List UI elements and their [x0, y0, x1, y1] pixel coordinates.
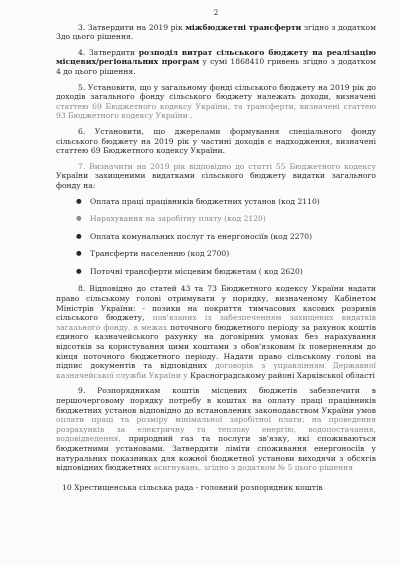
footer-line: 10 Хрестищенська сільська рада - головний розпорядник коштів: [62, 482, 323, 492]
text-run: 8. Відповідно до статей 43 та 73 Бюджетного кодексу України надати право сільському голові отримувати у порядку, визначеному Кабінетом Міністрів України:: [56, 284, 376, 313]
protected-expenditures-list: [56, 197, 376, 277]
page-number: 2: [213, 8, 219, 17]
text-run: асигнувань, згідно з додатком № 5 цього рішення: [153, 463, 354, 473]
text-run: 5. Установити, що у загальному фонді сільського бюджету на 2019 рік до доходів загального фонду сільського бюджету належать доходи, визначені: [56, 82, 376, 102]
paragraph-p3: [56, 23, 376, 42]
bullet-item: ● Трансферти населенню (код 2700): [90, 249, 376, 259]
text-run: пов'язаних із забезпеченням захищених видатків загального фонду, в межах: [56, 313, 376, 332]
bold-phrase: міжбюджетні трансферти: [185, 22, 302, 32]
text-run: оплати праці та розміру мінімальної заробітної плати; на проведення: [56, 415, 376, 425]
paragraph-p7: [56, 162, 376, 191]
text-run: статтею 69 Бюджетного кодексу України, та трансферти, визначені статтею 93 Бюджетного кодексу України .: [56, 101, 376, 121]
text-run: поточного бюджетного періоду за рахунок коштів єдиного казначейського рахунку на договірних умовах без нарахування відсотків за користування цими коштами з обов'язковим їх поверненням до кінця поточного бюджетного періоду. Надати право сільському голові на підпис документів та відповідних: [56, 322, 376, 371]
text-run: у сумі 1868410 гривень згідно з додатком 4 до цього рішення.: [56, 57, 376, 76]
text-run: 6. Установити, що джерелами формування спеціального фонду сільського бюджету на 2019 рік у частині доходів є надходження, визначені статтею 69 Бюджетного кодексу України.: [56, 126, 376, 156]
text-run: України захищеними видатками сільського бюджету видатки загального фонду на:: [56, 171, 376, 190]
text-run: Красноградському районі Харківської області: [187, 370, 375, 380]
paragraph-p4: [56, 48, 376, 77]
text-run: 9. Розпорядникам коштів місцевих бюджетів забезпечити в першочерговому порядку потребу в коштах на оплату праці працівників бюджетних установ відповідно до встановлених законодавством України умов: [56, 386, 376, 415]
paragraph-p5: [56, 83, 376, 121]
text-run: 4. Затвердити: [78, 47, 139, 57]
text-run: розрахунків за електричну та теплову енергію, водопостачання, водовідведення,: [56, 424, 376, 444]
bullet-item: ● Оплата комунальних послуг та енергоносіїв (код 2270): [90, 232, 376, 242]
text-run: 3. Затвердити на 2019 рік: [78, 22, 186, 32]
bullet-item: ● Поточні трансферти місцевим бюджетам ( код 2620): [90, 267, 376, 277]
paragraphs-before-list: [56, 23, 376, 191]
text-run: - позики на покриття тимчасових касових розривів сільського бюджету,: [56, 303, 376, 323]
text-run: природний газ та послуги зв'язку, які споживаються бюджетними установами. Затвердити ліміти споживання енергоносіїв у натуральних показниках для кожної бюджетної установи виходячи з обсягів відповідних бюджетних: [56, 434, 376, 473]
text-run: договорів з управлінням Державної казначейської служби України у: [56, 361, 376, 380]
text-run: згідно з додатком 3до цього рішення.: [56, 22, 376, 42]
paragraphs-after-list: [56, 284, 376, 472]
bullet-item: ● Нарахування на заробітну плату (код 2120): [90, 214, 376, 224]
paragraph-p6: [56, 127, 376, 156]
paragraph-p9: [56, 386, 376, 472]
bold-phrase: розподіл витрат сільського бюджету на реалізацію місцевих/регіональних програм: [56, 47, 376, 67]
bullet-item: ● Оплата праці працівників бюджетних установ (код 2110): [90, 197, 376, 207]
paragraph-p8: [56, 284, 376, 380]
text-run: 7. Визначити на 2019 рік відповідно до статті 55 Бюджетного кодексу: [78, 161, 376, 171]
